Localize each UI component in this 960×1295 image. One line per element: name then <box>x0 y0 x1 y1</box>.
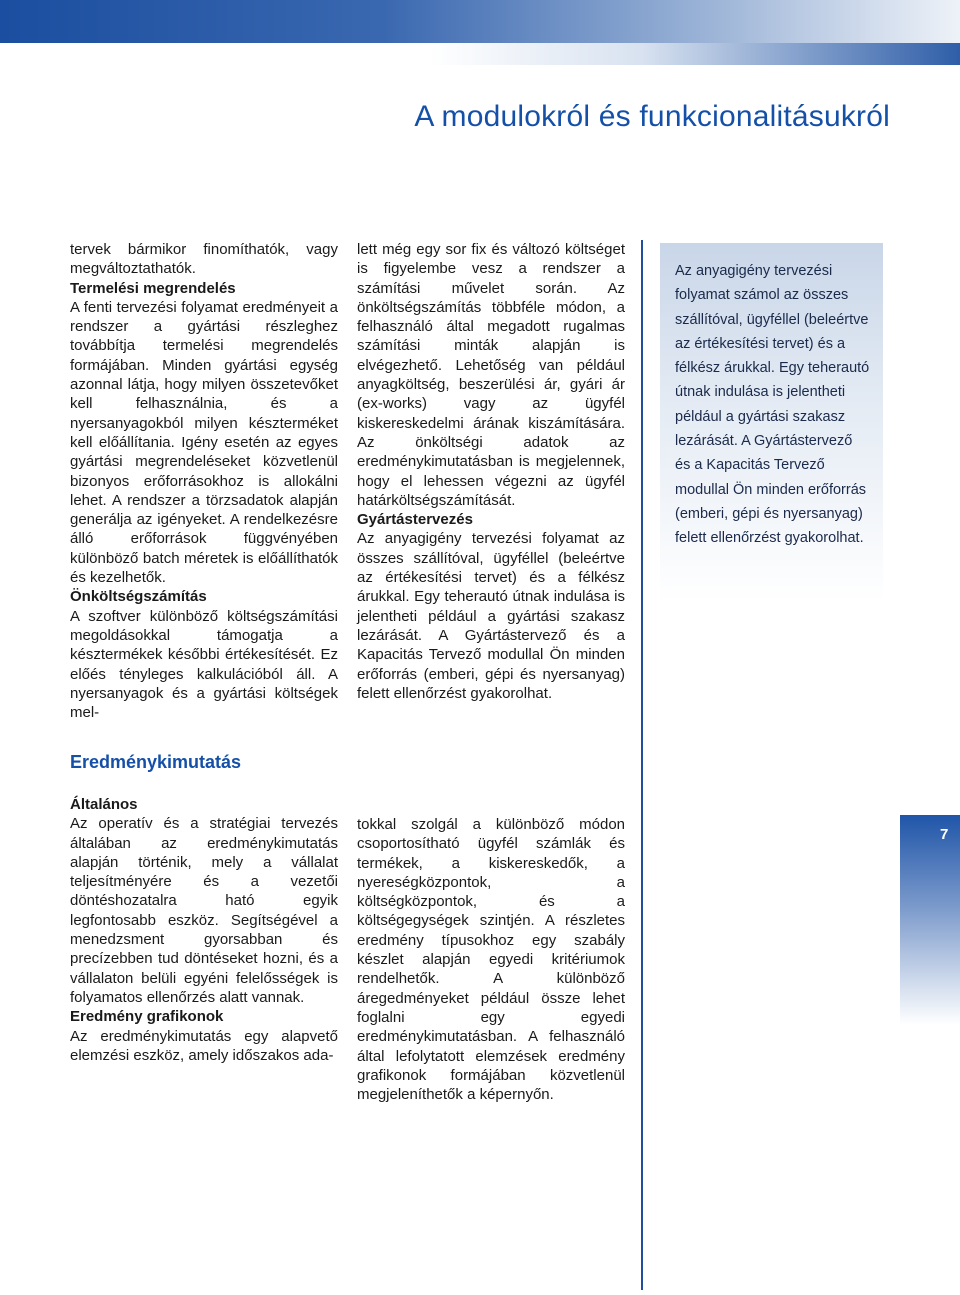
paragraph: tokkal szolgál a különböző módon csoportosítható ügyfél számlák és termékek, a kiskereskedők, a nyereségközpontok, a költségközpontok, és a költségegységek szintjén. A részletes eredmény típusokhoz egy szabály készlet alapján egyedi kritériumok rendelhetők. A különböző áregedményeket például össze lehet foglalni egy egyedi eredménykimutatásban. A felhasználó által lefolytatott elemzések eredmény grafikonok formájában közvetlenül megjeleníthetők a képernyőn. <box>357 816 625 1104</box>
paragraph: Az operatív és a stratégiai tervezés általában az eredménykimutatás alapján történik, mely a vállalat teljesítményére és a vezetői döntéshozatalra ható egyik legfontosabb eszköz. Segítségével a menedzsment gyorsabban és precízebben tud döntéseket hozni, és a vállalaton belüli egyéni felelősségek is folyamatos ellenőrzés alatt vannak. <box>70 815 338 1006</box>
header-accent-bar <box>430 43 960 65</box>
vertical-divider <box>641 240 643 1290</box>
callout-text: Az anyagigény tervezési folyamat számol az összes szállítóval, ügyféllel (beleértve az értékesítési tervet) és a félkész árukkal. Egy teherautó útnak indulása is jelentheti például a gyártási szakasz lezárását. A Gyártástervező és a Kapacitás Tervező modullal Ön minden erőforrás (emberi, gépi és nyersanyag) felett ellenőrzést gyakorolhat. <box>675 263 870 547</box>
section-title: Eredménykimutatás <box>70 752 242 772</box>
subheading-termelesi-megrendeles: Termelési megrendelés <box>70 279 236 297</box>
sidebar-callout <box>660 243 883 603</box>
column-1 <box>70 240 338 722</box>
paragraph: tervek bármikor finomíthatók, vagy megváltoztathatók. <box>70 241 338 278</box>
paragraph: lett még egy sor fix és változó költséget is figyelembe vesz a rendszer a számítási művelet során. Az önköltségszámítás többféle módon, a felhasználó által megadott rugalmas számítási minták alapján is elvégezhető. Lehetőség van például anyagköltség, beszerülési ár, gyári ár (ex-works) vagy az ügyfél kiskereskedelmi árának kiszámítására. Az önköltségi adatok az eredménykimutatásban is megjelennek, hogy el lehessen végezni az ügyfél határköltségszámítását. <box>357 241 625 509</box>
paragraph: Az eredménykimutatás egy alapvető elemzési eszköz, amely időszakos ada- <box>70 1027 338 1064</box>
subheading-onkoltsegszamitas: Önköltségszámítás <box>70 588 207 606</box>
paragraph: Az anyagigény tervezési folyamat az összes szállítóval, ügyféllel (beleértve az értékesítési tervet) és a félkész árukkal. Egy teherautó útnak indulása is jelentheti például a gyártási szakasz lezárását. A Gyártástervező és a Kapacitás Tervező modullal Ön minden erőforrás (emberi, gépi és nyersanyag) felett ellenőrzést gyakorolhat. <box>357 530 625 702</box>
header-gradient-bar <box>0 0 960 43</box>
subheading-gyartastervezes: Gyártástervezés <box>357 511 473 529</box>
page-number: 7 <box>940 826 949 843</box>
subheading-altalanos: Általános <box>70 796 138 813</box>
subheading-eredmeny-grafikonok: Eredmény grafikonok <box>70 1008 224 1026</box>
column-4 <box>357 815 625 1104</box>
page-number-tab <box>900 815 960 1025</box>
paragraph: A szoftver különböző költségszámítási megoldásokkal támogatja a késztermékek későbbi értékesítését. Ez előés tényleges kalkulációból áll. A nyersanyagok és a gyártási költségek mel- <box>70 607 338 722</box>
column-2 <box>357 240 625 703</box>
column-3 <box>70 795 338 1065</box>
paragraph: A fenti tervezési folyamat eredményeit a rendszer a gyártási részleghez továbbítja termelési megrendelés formájában. Minden gyártási egység azonnal látja, hogy milyen összetevőket kell felhasználnia, és a nyersanyagokból milyen készterméket kell előállítania. Igény esetén az egyes gyártási megrendeléseket közvetlenül bizonyos erőforrásokhoz is allokálni lehet. A rendszer a törzsadatok alapján generálja az igényeket. A rendelkezésre álló erőforrások függvényében különböző batch méretek is előállíthatók és kezelhetők. <box>70 298 338 587</box>
page-title: A modulokról és funkcionalitásukról <box>414 100 890 133</box>
